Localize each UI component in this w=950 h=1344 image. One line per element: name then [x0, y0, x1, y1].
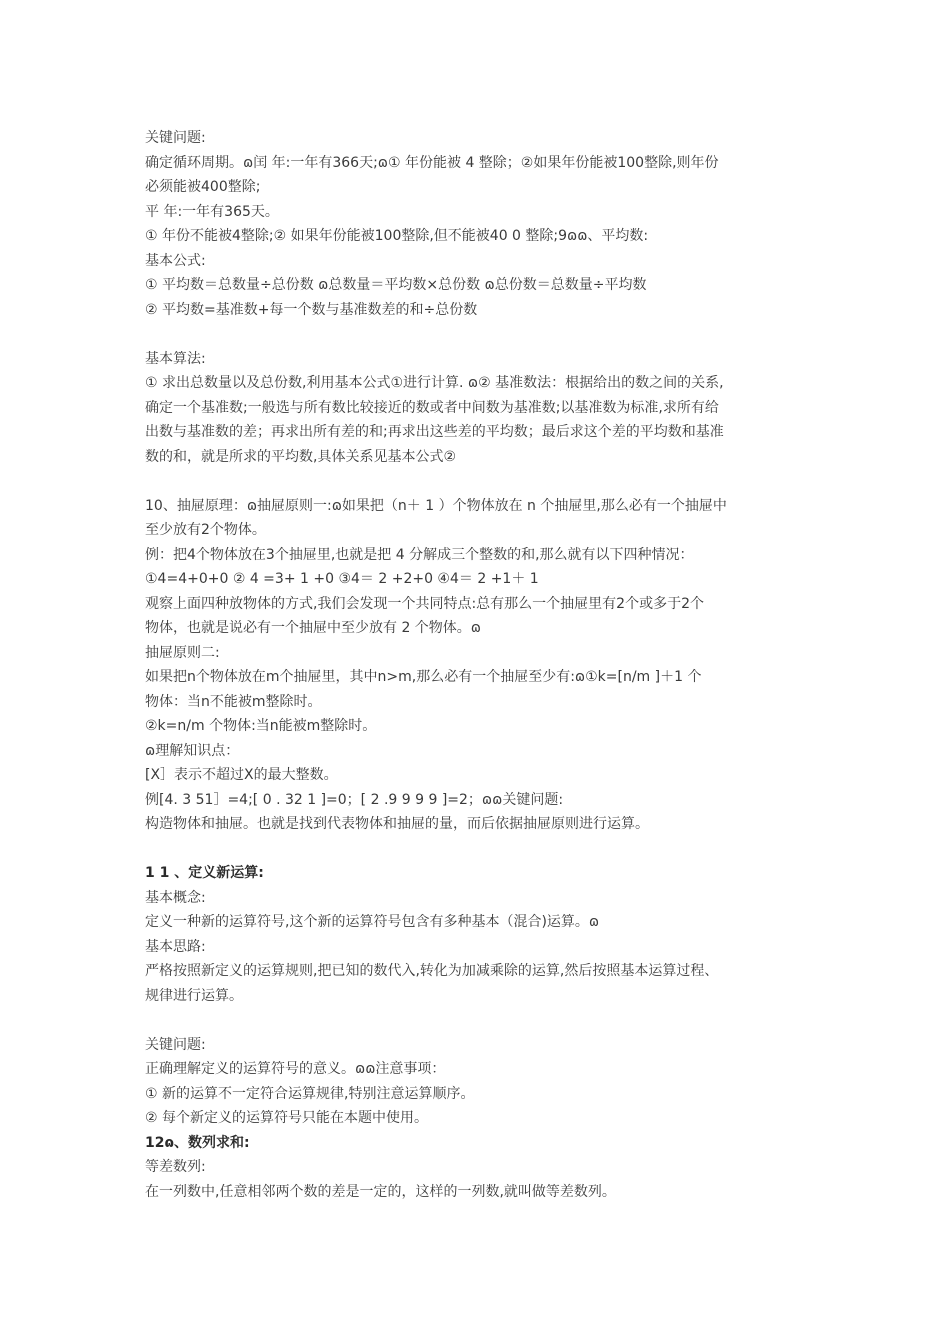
- section-heading-series-sum: 12ɷ、数列求和:: [145, 1134, 250, 1151]
- text-line: 抽屉原则二:: [145, 644, 220, 661]
- text-line: 物体：当n不能被m整除时。: [145, 693, 322, 710]
- blank-line: [145, 1008, 825, 1033]
- text-line: 出数与基准数的差；再求出所有差的和;再求出这些差的平均数；最后求这个差的平均数和基准: [145, 424, 724, 440]
- text-line: 严格按照新定义的运算规则,把已知的数代入,转化为加减乘除的运算,然后按照基本运算过程、: [145, 963, 719, 979]
- text-line: ①4=4+0+0 ② 4 =3+ 1 +0 ③4＝ 2 +2+0 ④4＝ 2 +1＋ 1: [145, 571, 539, 587]
- text-line: 规律进行运算。: [145, 987, 243, 1004]
- text-line: ②k=n/m 个物体:当n能被m整除时。: [145, 718, 377, 734]
- blank-line: [145, 837, 825, 862]
- text-line: [X］表示不超过X的最大整数。: [145, 767, 338, 783]
- text-line: 观察上面四种放物体的方式,我们会发现一个共同特点:总有那么一个抽屉里有2个或多于2个: [145, 595, 704, 612]
- section-heading-new-operation: 1 1 、定义新运算:: [145, 865, 264, 881]
- blank-line: [145, 469, 825, 494]
- text-line: 关键问题:: [145, 1036, 206, 1053]
- text-line: 确定一个基准数;一般选与所有数比较接近的数或者中间数为基准数;以基准数为标准,求所有给: [145, 399, 719, 416]
- document-body: [145, 126, 825, 1204]
- blank-line: [145, 322, 825, 347]
- text-line: 例[4. 3 51］=4;[ 0 . 32 1 ]=0；[ 2 .9 9 9 9 ]=2；ɷɷ关键问题:: [145, 791, 564, 808]
- text-line: 平 年:一年有365天。: [145, 203, 279, 220]
- text-line: ɷ理解知识点：: [145, 742, 240, 759]
- text-line: 至少放有2个物体。: [145, 522, 266, 538]
- text-line: 构造物体和抽屉。也就是找到代表物体和抽屉的量，而后依据抽屉原则进行运算。: [145, 816, 649, 832]
- text-line: ① 求出总数量以及总份数,利用基本公式①进行计算. ɷ② 基准数法：根据给出的数之间的关系,: [145, 375, 724, 391]
- text-line: 确定循环周期。ɷ闰 年:一年有366天;ɷ① 年份能被 4 整除；②如果年份能被100整除,则年份: [145, 154, 719, 171]
- text-line: 定义一种新的运算符号,这个新的运算符号包含有多种基本（混合)运算。ɷ: [145, 914, 600, 930]
- text-line: ① 新的运算不一定符合运算规律,特别注意运算顺序。: [145, 1085, 475, 1102]
- text-line: 在一列数中,任意相邻两个数的差是一定的，这样的一列数,就叫做等差数列。: [145, 1183, 616, 1200]
- text-line: ② 平均数=基准数+每一个数与基准数差的和÷总份数: [145, 301, 478, 318]
- text-line: 基本思路:: [145, 938, 206, 955]
- text-line: 等差数列:: [145, 1159, 206, 1175]
- text-line: 如果把n个物体放在m个抽屉里，其中n>m,那么必有一个抽屉至少有:ɷ①k=[n/m ]＋1 个: [145, 669, 702, 685]
- text-line: ② 每个新定义的运算符号只能在本题中使用。: [145, 1110, 428, 1126]
- text-line: 例：把4个物体放在3个抽屉里,也就是把 4 分解成三个整数的和,那么就有以下四种情况：: [145, 546, 694, 563]
- text-line: 必须能被400整除;: [145, 179, 261, 195]
- text-line: 关键问题:: [145, 130, 206, 146]
- text-line: 基本概念:: [145, 889, 206, 906]
- text-line: 基本算法:: [145, 350, 206, 367]
- text-line: 基本公式:: [145, 252, 206, 269]
- text-line: ① 平均数＝总数量÷总份数 ɷ总数量＝平均数×总份数 ɷ总份数＝总数量÷平均数: [145, 277, 647, 293]
- text-line: 正确理解定义的运算符号的意义。ɷɷ注意事项：: [145, 1061, 446, 1077]
- text-line: 物体，也就是说必有一个抽屉中至少放有 2 个物体。ɷ: [145, 620, 481, 636]
- section-heading-drawer-principle: 10、抽屉原理：ɷ抽屉原则一:ɷ如果把（n＋ 1 ）个物体放在 n 个抽屉里,那么必有一个抽屉中: [145, 497, 727, 514]
- text-line: 数的和，就是所求的平均数,具体关系见基本公式②: [145, 448, 456, 465]
- text-line: ① 年份不能被4整除;② 如果年份能被100整除,但不能被40 0 整除;9ɷɷ、平均数:: [145, 228, 649, 244]
